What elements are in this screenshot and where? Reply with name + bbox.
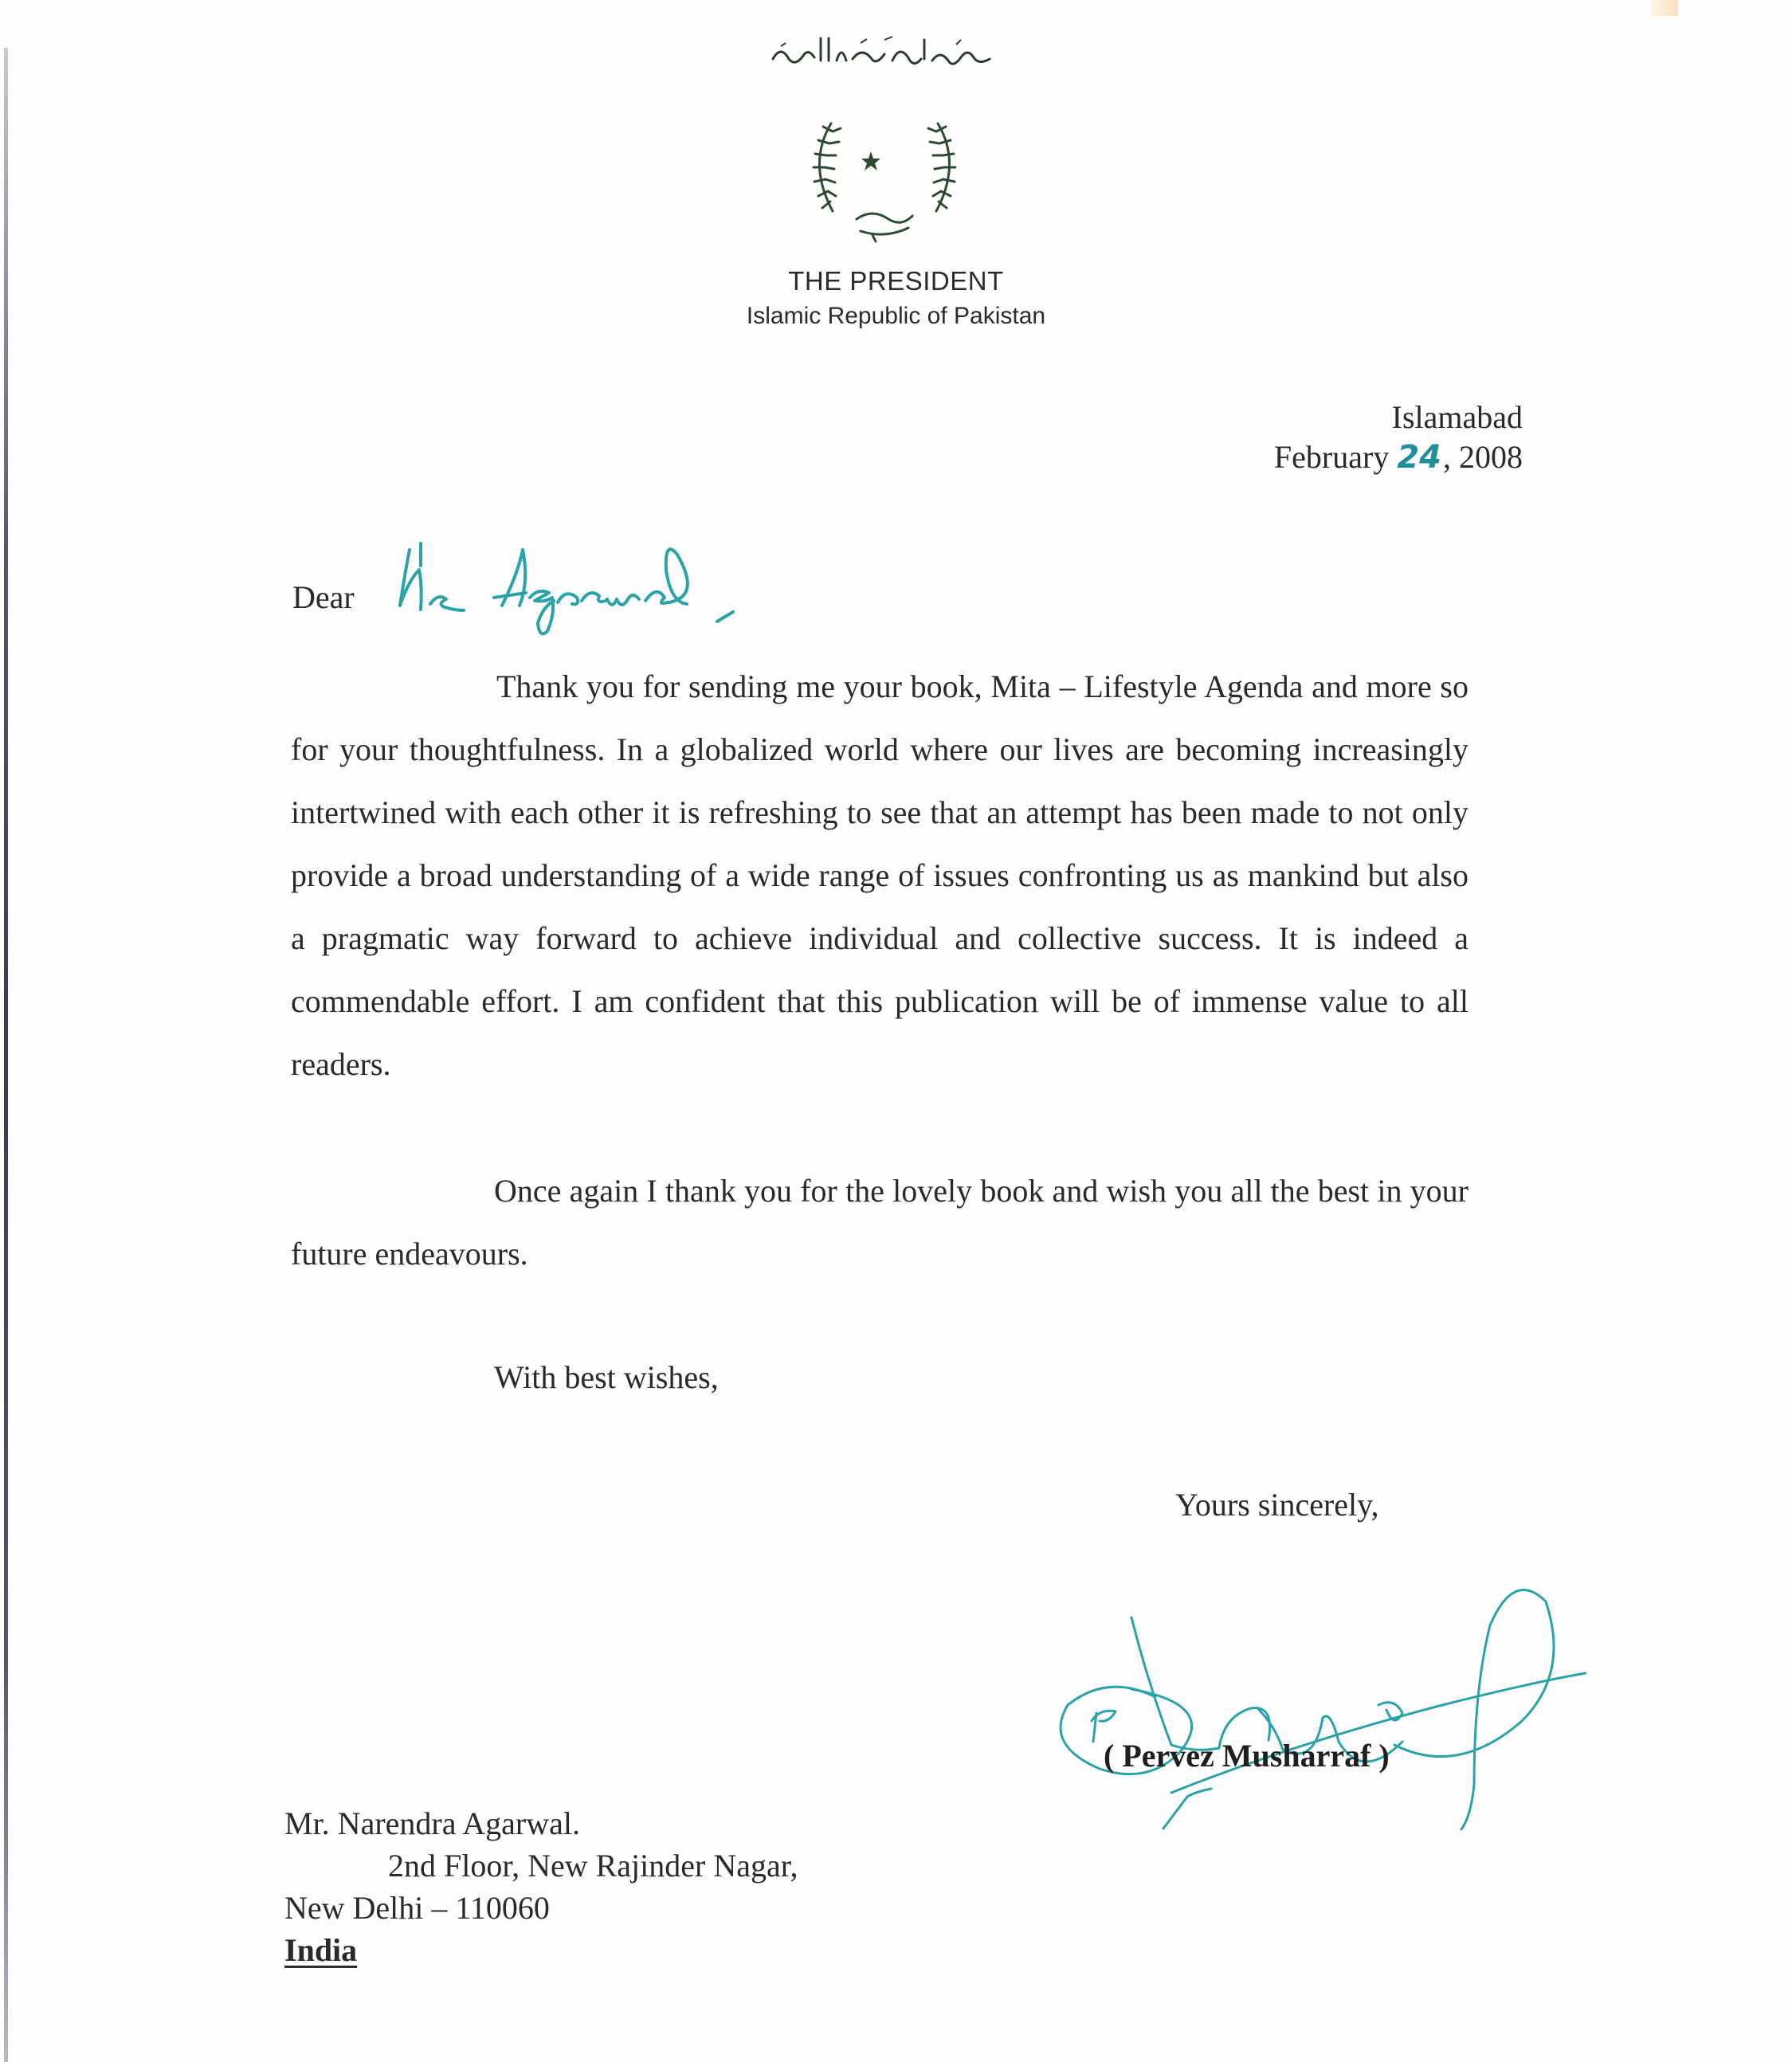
- recipient-address: [284, 1802, 798, 1971]
- scan-stain: [1651, 0, 1678, 16]
- address-city: New Delhi – 110060: [284, 1890, 550, 1926]
- date-month: February: [1273, 439, 1390, 475]
- handwritten-signature: [1044, 1554, 1618, 1841]
- bismillah-calligraphy-icon: [765, 29, 1004, 76]
- signer-name: ( Pervez Musharraf ): [1104, 1738, 1390, 1774]
- dateline-place: Islamabad: [1391, 399, 1523, 435]
- letterhead-subtitle: Islamic Republic of Pakistan: [746, 303, 1046, 329]
- letterhead-title: THE PRESIDENT: [788, 266, 1004, 296]
- salutation-greeting: Dear: [292, 579, 355, 615]
- date-day-handwritten: 24: [1397, 439, 1441, 476]
- handwritten-recipient-name: [390, 534, 773, 637]
- dateline-date: [1274, 438, 1523, 476]
- closing-line: With best wishes,: [494, 1359, 719, 1395]
- valediction: Yours sincerely,: [1175, 1487, 1379, 1523]
- scan-edge-shadow: [4, 48, 8, 2062]
- address-country: India: [284, 1932, 358, 1968]
- state-emblem-icon: [801, 108, 968, 243]
- body-paragraph-2: Once again I thank you for the lovely book and wish you all the best in your future endeavours.: [291, 1173, 1468, 1272]
- date-year: , 2008: [1443, 439, 1523, 475]
- address-name: Mr. Narendra Agarwal.: [284, 1805, 580, 1841]
- body-paragraph-1: Thank you for sending me your book, Mita – Lifestyle Agenda and more so for your thoughtfulness. In a globalized world where our lives are becoming increasingly intertwined with each other it is refreshing to see that an attempt has been made to not only provide a broad understanding of a wide range of issues confronting us as mankind but also a pragmatic way forward to achieve individual and collective success. It is indeed a commendable effort. I am confident that this publication will be of immense value to all readers.: [291, 668, 1468, 1082]
- address-line: 2nd Floor, New Rajinder Nagar,: [388, 1848, 798, 1884]
